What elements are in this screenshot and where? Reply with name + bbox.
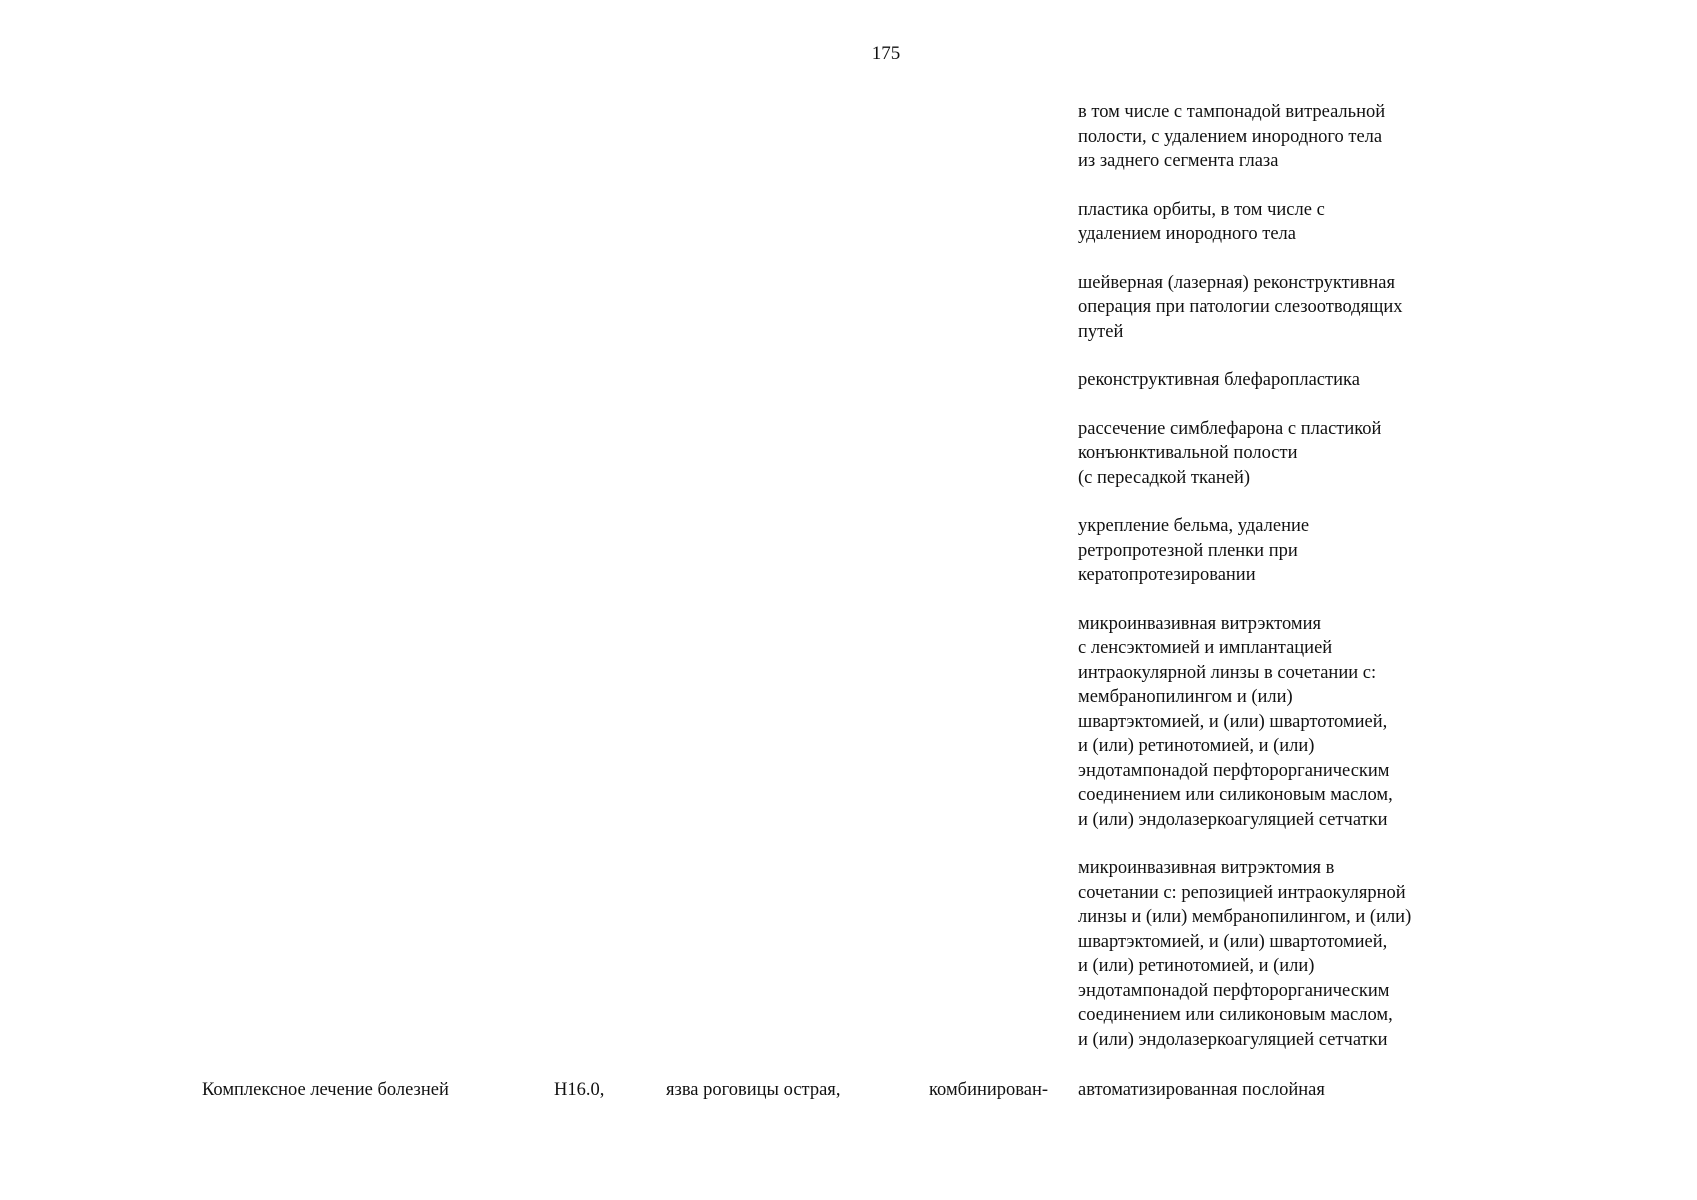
care-profile-name: Комплексное лечение болезней [202,1080,449,1100]
disease-model: язва роговицы острая, [666,1080,841,1100]
method-paragraph: рассечение симблефарона с пластикой конъюнктивальной полости (с пересадкой тканей) [1078,418,1382,488]
method-paragraph: микроинвазивная витрэктомия с ленсэктомией и имплантацией интраокулярной линзы в сочетании с: мембранопилингом и (или) швартэктомией, и (или) швартотомией, и (или) ретинотомией, и (или) эндотампонадой перфторорганическим соединением или силиконовым маслом, и (или) эндолазеркоагуляцией сетчатки [1078,613,1393,830]
method-paragraph: реконструктивная блефаропластика [1078,370,1360,390]
treatment-method: автоматизированная послойная [1078,1080,1325,1100]
table-row [0,1078,1697,1104]
treatment-methods-column [1078,100,1478,1076]
method-paragraph: в том числе с тампонадой витреальной полости, с удалением инородного тела из заднего сегмента глаза [1078,102,1386,171]
icd-code: H16.0, [554,1080,605,1100]
method-paragraph: пластика орбиты, в том числе с удалением инородного тела [1078,199,1325,244]
page-number: 175 [871,43,901,64]
method-paragraph: укрепление бельма, удаление ретропротезной пленки при кератопротезировании [1078,516,1310,585]
method-paragraph: шейверная (лазерная) реконструктивная операция при патологии слезоотводящих путей [1078,272,1403,342]
method-paragraph: микроинвазивная витрэктомия в сочетании с: репозицией интраокулярной линзы и (или) мембранопилингом, и (или) швартэктомией, и (или) швартотомией, и (или) ретинотомией, и (или) эндотампонадой перфторорганическим соединением или силиконовым маслом, и (или) эндолазеркоагуляцией сетчатки [1078,858,1412,1050]
treatment-type: комбинирован- [929,1080,1049,1100]
